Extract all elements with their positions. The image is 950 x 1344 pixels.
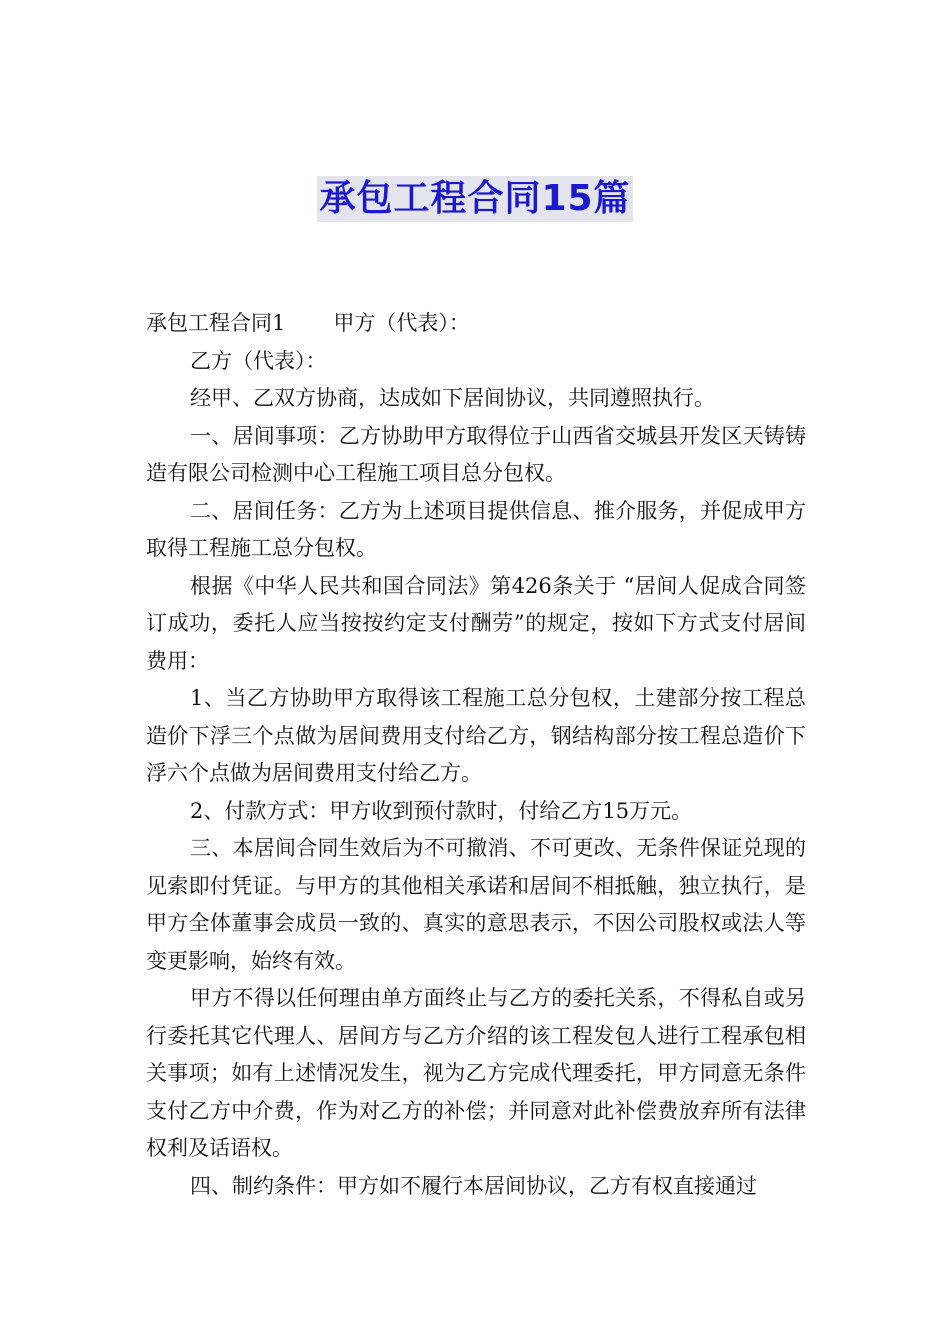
party-a-label: 甲方（代表）： — [333, 311, 470, 335]
paragraph-section-4: 四、制约条件：甲方如不履行本居间协议，乙方有权直接通过 — [190, 1173, 757, 1198]
document-body — [146, 305, 806, 1205]
paragraph-legal-basis: 根据《中华人民共和国合同法》第426条关于 “居间人促成合同签订成功，委托人应当按按约定支付酬劳”的规定，按如下方式支付居间费用： — [146, 573, 806, 673]
paragraph-section-1: 一、居间事项：乙方协助甲方取得位于山西省交城县开发区天铸铸造有限公司检测中心工程施工项目总分包权。 — [146, 423, 806, 485]
paragraph-section-3: 三、本居间合同生效后为不可撤消、不可更改、无条件保证兑现的见索即付凭证。与甲方的其他相关承诺和居间不相抵触，独立执行，是甲方全体董事会成员一致的、真实的意思表示，不因公司股权或法人等变更影响，始终有效。 — [146, 836, 806, 973]
paragraph-item-2: 2、付款方式：甲方收到预付款时，付给乙方15万元。 — [190, 798, 693, 823]
paragraph-obligations: 甲方不得以任何理由单方面终止与乙方的委托关系，不得私自或另行委托其它代理人、居间方与乙方介绍的该工程发包人进行工程承包相关事项；如有上述情况发生，视为乙方完成代理委托，甲方同意无条件支付乙方中介费，作为对乙方的补偿；并同意对此补偿费放弃所有法律权利及话语权。 — [146, 986, 806, 1160]
title-block — [0, 176, 950, 222]
first-line — [146, 305, 806, 343]
contract-heading: 承包工程合同1 — [146, 311, 286, 335]
paragraph-item-1: 1、当乙方协助甲方取得该工程施工总分包权，土建部分按工程总造价下浮三个点做为居间费用支付给乙方，钢结构部分按工程总造价下浮六个点做为居间费用支付给乙方。 — [146, 686, 806, 785]
paragraph-section-2: 二、居间任务：乙方为上述项目提供信息、推介服务，并促成甲方取得工程施工总分包权。 — [146, 498, 806, 560]
paragraph-intro: 经甲、乙双方协商，达成如下居间协议，共同遵照执行。 — [190, 386, 715, 410]
paragraph-party-b: 乙方（代表）： — [190, 348, 327, 373]
document-title: 承包工程合同15篇 — [317, 176, 632, 222]
